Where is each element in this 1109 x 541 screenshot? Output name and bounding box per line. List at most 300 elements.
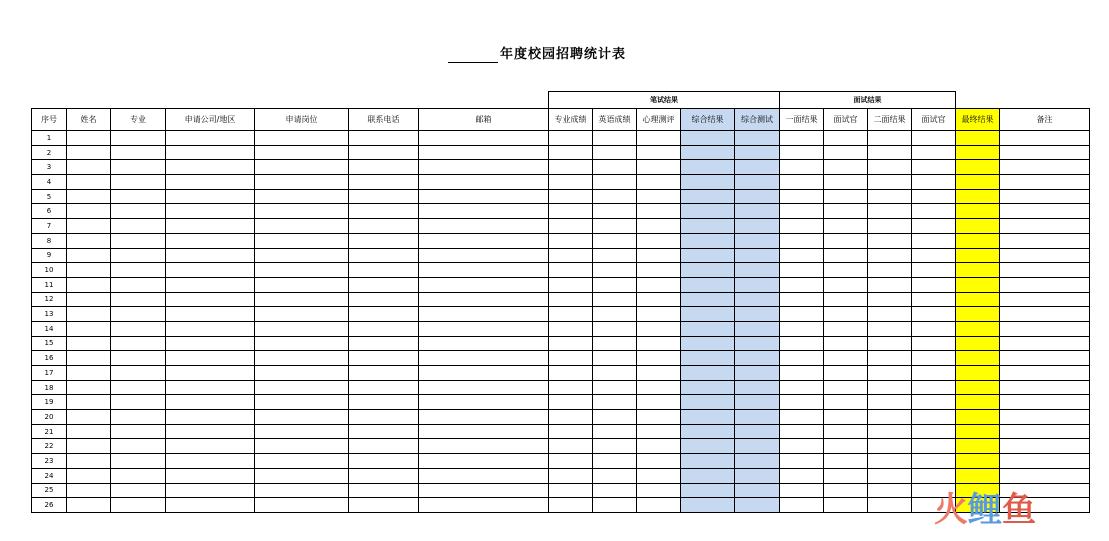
row-number-cell[interactable]: 4 [32, 175, 67, 190]
table-cell[interactable] [681, 439, 735, 454]
table-cell[interactable] [868, 204, 912, 219]
table-cell[interactable] [419, 351, 549, 366]
table-cell[interactable] [681, 454, 735, 469]
table-cell[interactable] [735, 277, 780, 292]
table-cell[interactable] [956, 468, 1000, 483]
table-cell[interactable] [166, 263, 255, 278]
table-cell[interactable] [255, 263, 349, 278]
table-cell[interactable] [593, 439, 637, 454]
table-cell[interactable] [111, 263, 166, 278]
table-cell[interactable] [824, 219, 868, 234]
table-cell[interactable] [735, 439, 780, 454]
table-cell[interactable] [166, 366, 255, 381]
table-cell[interactable] [349, 131, 419, 146]
table-cell[interactable] [868, 410, 912, 425]
table-cell[interactable] [111, 219, 166, 234]
table-cell[interactable] [912, 454, 956, 469]
table-cell[interactable] [67, 366, 111, 381]
row-number-cell[interactable]: 24 [32, 468, 67, 483]
table-cell[interactable] [166, 424, 255, 439]
table-cell[interactable] [681, 336, 735, 351]
table-cell[interactable] [255, 160, 349, 175]
table-cell[interactable] [255, 175, 349, 190]
table-cell[interactable] [255, 483, 349, 498]
table-cell[interactable] [593, 175, 637, 190]
table-cell[interactable] [824, 424, 868, 439]
row-number-cell[interactable]: 5 [32, 189, 67, 204]
table-cell[interactable] [111, 307, 166, 322]
table-cell[interactable] [637, 351, 681, 366]
table-cell[interactable] [166, 380, 255, 395]
table-cell[interactable] [912, 277, 956, 292]
table-cell[interactable] [735, 483, 780, 498]
table-cell[interactable] [912, 424, 956, 439]
table-cell[interactable] [956, 307, 1000, 322]
table-cell[interactable] [593, 395, 637, 410]
column-header[interactable]: 邮箱 [419, 109, 549, 131]
table-cell[interactable] [349, 233, 419, 248]
table-cell[interactable] [111, 336, 166, 351]
table-cell[interactable] [681, 483, 735, 498]
table-cell[interactable] [637, 131, 681, 146]
row-number-cell[interactable]: 20 [32, 410, 67, 425]
table-cell[interactable] [780, 366, 824, 381]
table-cell[interactable] [868, 395, 912, 410]
table-cell[interactable] [824, 321, 868, 336]
table-cell[interactable] [549, 336, 593, 351]
column-header[interactable]: 最终结果 [956, 109, 1000, 131]
column-header[interactable]: 面试官 [824, 109, 868, 131]
table-cell[interactable] [1000, 307, 1090, 322]
row-number-cell[interactable]: 22 [32, 439, 67, 454]
table-cell[interactable] [956, 395, 1000, 410]
table-cell[interactable] [780, 160, 824, 175]
table-cell[interactable] [780, 468, 824, 483]
table-cell[interactable] [419, 131, 549, 146]
table-cell[interactable] [549, 395, 593, 410]
table-cell[interactable] [637, 292, 681, 307]
table-cell[interactable] [868, 483, 912, 498]
table-cell[interactable] [255, 439, 349, 454]
table-cell[interactable] [824, 483, 868, 498]
table-cell[interactable] [549, 292, 593, 307]
table-cell[interactable] [780, 145, 824, 160]
table-cell[interactable] [166, 277, 255, 292]
table-cell[interactable] [67, 204, 111, 219]
table-cell[interactable] [255, 189, 349, 204]
table-cell[interactable] [1000, 410, 1090, 425]
table-cell[interactable] [111, 439, 166, 454]
row-number-cell[interactable]: 7 [32, 219, 67, 234]
table-cell[interactable] [549, 131, 593, 146]
table-cell[interactable] [166, 160, 255, 175]
table-cell[interactable] [111, 204, 166, 219]
table-cell[interactable] [735, 189, 780, 204]
table-cell[interactable] [349, 483, 419, 498]
table-cell[interactable] [637, 395, 681, 410]
table-cell[interactable] [956, 351, 1000, 366]
table-cell[interactable] [912, 189, 956, 204]
table-cell[interactable] [1000, 321, 1090, 336]
row-number-cell[interactable]: 12 [32, 292, 67, 307]
table-cell[interactable] [67, 424, 111, 439]
table-cell[interactable] [349, 351, 419, 366]
table-cell[interactable] [419, 380, 549, 395]
table-cell[interactable] [549, 321, 593, 336]
table-cell[interactable] [824, 410, 868, 425]
table-cell[interactable] [956, 366, 1000, 381]
table-cell[interactable] [681, 189, 735, 204]
table-cell[interactable] [868, 189, 912, 204]
table-cell[interactable] [637, 307, 681, 322]
table-cell[interactable] [349, 454, 419, 469]
table-cell[interactable] [1000, 454, 1090, 469]
table-cell[interactable] [255, 380, 349, 395]
table-cell[interactable] [868, 248, 912, 263]
table-cell[interactable] [868, 160, 912, 175]
table-cell[interactable] [166, 145, 255, 160]
table-cell[interactable] [255, 321, 349, 336]
table-cell[interactable] [255, 204, 349, 219]
table-cell[interactable] [349, 145, 419, 160]
table-cell[interactable] [166, 395, 255, 410]
table-cell[interactable] [1000, 351, 1090, 366]
table-cell[interactable] [637, 336, 681, 351]
row-number-cell[interactable]: 11 [32, 277, 67, 292]
column-header[interactable]: 申请岗位 [255, 109, 349, 131]
interview-group-header[interactable]: 面试结果 [780, 92, 956, 109]
table-cell[interactable] [549, 380, 593, 395]
table-cell[interactable] [349, 277, 419, 292]
table-cell[interactable] [681, 131, 735, 146]
table-cell[interactable] [637, 321, 681, 336]
table-cell[interactable] [549, 424, 593, 439]
table-cell[interactable] [956, 160, 1000, 175]
table-cell[interactable] [593, 483, 637, 498]
row-number-cell[interactable]: 23 [32, 454, 67, 469]
table-cell[interactable] [735, 366, 780, 381]
table-cell[interactable] [824, 248, 868, 263]
table-cell[interactable] [67, 380, 111, 395]
table-cell[interactable] [349, 175, 419, 190]
table-cell[interactable] [593, 468, 637, 483]
table-cell[interactable] [111, 351, 166, 366]
table-cell[interactable] [912, 321, 956, 336]
table-cell[interactable] [111, 468, 166, 483]
table-cell[interactable] [780, 424, 824, 439]
table-cell[interactable] [868, 131, 912, 146]
table-cell[interactable] [549, 351, 593, 366]
table-cell[interactable] [166, 483, 255, 498]
table-cell[interactable] [67, 498, 111, 513]
table-cell[interactable] [349, 189, 419, 204]
table-cell[interactable] [166, 351, 255, 366]
table-cell[interactable] [637, 380, 681, 395]
table-cell[interactable] [912, 131, 956, 146]
table-cell[interactable] [956, 263, 1000, 278]
table-cell[interactable] [912, 380, 956, 395]
row-number-cell[interactable]: 1 [32, 131, 67, 146]
table-cell[interactable] [255, 454, 349, 469]
table-cell[interactable] [593, 219, 637, 234]
table-cell[interactable] [166, 468, 255, 483]
table-cell[interactable] [637, 233, 681, 248]
table-cell[interactable] [166, 292, 255, 307]
table-cell[interactable] [956, 145, 1000, 160]
table-cell[interactable] [111, 189, 166, 204]
table-cell[interactable] [780, 336, 824, 351]
table-cell[interactable] [1000, 204, 1090, 219]
table-cell[interactable] [549, 175, 593, 190]
table-cell[interactable] [549, 189, 593, 204]
table-cell[interactable] [593, 307, 637, 322]
table-cell[interactable] [1000, 277, 1090, 292]
table-cell[interactable] [956, 336, 1000, 351]
table-cell[interactable] [780, 395, 824, 410]
table-cell[interactable] [681, 248, 735, 263]
table-cell[interactable] [255, 307, 349, 322]
column-header[interactable]: 心理测评 [637, 109, 681, 131]
table-cell[interactable] [681, 498, 735, 513]
table-cell[interactable] [1000, 263, 1090, 278]
table-cell[interactable] [780, 498, 824, 513]
table-cell[interactable] [1000, 175, 1090, 190]
table-cell[interactable] [868, 219, 912, 234]
table-cell[interactable] [67, 483, 111, 498]
table-cell[interactable] [166, 410, 255, 425]
table-cell[interactable] [735, 410, 780, 425]
table-cell[interactable] [637, 248, 681, 263]
table-cell[interactable] [824, 307, 868, 322]
table-cell[interactable] [111, 321, 166, 336]
table-cell[interactable] [593, 321, 637, 336]
table-cell[interactable] [255, 131, 349, 146]
table-cell[interactable] [868, 454, 912, 469]
table-cell[interactable] [637, 483, 681, 498]
table-cell[interactable] [111, 292, 166, 307]
table-cell[interactable] [868, 366, 912, 381]
table-cell[interactable] [735, 380, 780, 395]
table-cell[interactable] [419, 263, 549, 278]
table-cell[interactable] [419, 204, 549, 219]
table-cell[interactable] [912, 307, 956, 322]
row-number-cell[interactable]: 6 [32, 204, 67, 219]
column-header[interactable]: 专业成绩 [549, 109, 593, 131]
table-cell[interactable] [637, 277, 681, 292]
table-cell[interactable] [166, 233, 255, 248]
table-cell[interactable] [255, 395, 349, 410]
table-cell[interactable] [593, 336, 637, 351]
table-cell[interactable] [549, 263, 593, 278]
table-cell[interactable] [166, 248, 255, 263]
table-cell[interactable] [824, 468, 868, 483]
table-cell[interactable] [419, 292, 549, 307]
column-header[interactable]: 一面结果 [780, 109, 824, 131]
table-cell[interactable] [549, 277, 593, 292]
table-cell[interactable] [255, 366, 349, 381]
table-cell[interactable] [735, 204, 780, 219]
table-cell[interactable] [166, 204, 255, 219]
table-cell[interactable] [868, 321, 912, 336]
table-cell[interactable] [166, 219, 255, 234]
table-cell[interactable] [255, 292, 349, 307]
table-cell[interactable] [549, 498, 593, 513]
table-cell[interactable] [681, 263, 735, 278]
table-cell[interactable] [419, 248, 549, 263]
table-cell[interactable] [735, 307, 780, 322]
table-cell[interactable] [735, 351, 780, 366]
table-cell[interactable] [166, 439, 255, 454]
table-cell[interactable] [780, 351, 824, 366]
table-cell[interactable] [780, 439, 824, 454]
table-cell[interactable] [349, 219, 419, 234]
table-cell[interactable] [637, 468, 681, 483]
table-cell[interactable] [735, 131, 780, 146]
table-cell[interactable] [824, 175, 868, 190]
table-cell[interactable] [780, 248, 824, 263]
table-cell[interactable] [735, 145, 780, 160]
table-cell[interactable] [681, 380, 735, 395]
table-cell[interactable] [593, 424, 637, 439]
table-cell[interactable] [824, 380, 868, 395]
table-cell[interactable] [824, 204, 868, 219]
row-number-cell[interactable]: 19 [32, 395, 67, 410]
table-cell[interactable] [349, 307, 419, 322]
table-cell[interactable] [349, 380, 419, 395]
table-cell[interactable] [593, 366, 637, 381]
table-cell[interactable] [912, 204, 956, 219]
table-cell[interactable] [637, 454, 681, 469]
table-cell[interactable] [956, 410, 1000, 425]
table-cell[interactable] [549, 410, 593, 425]
table-cell[interactable] [255, 468, 349, 483]
table-cell[interactable] [956, 175, 1000, 190]
table-cell[interactable] [67, 131, 111, 146]
table-cell[interactable] [255, 219, 349, 234]
table-cell[interactable] [1000, 468, 1090, 483]
table-cell[interactable] [824, 439, 868, 454]
column-header[interactable]: 专业 [111, 109, 166, 131]
table-cell[interactable] [166, 498, 255, 513]
table-cell[interactable] [956, 321, 1000, 336]
table-cell[interactable] [681, 175, 735, 190]
table-cell[interactable] [912, 233, 956, 248]
table-cell[interactable] [111, 483, 166, 498]
table-cell[interactable] [166, 307, 255, 322]
table-cell[interactable] [1000, 248, 1090, 263]
table-cell[interactable] [824, 233, 868, 248]
table-cell[interactable] [912, 395, 956, 410]
column-header[interactable]: 综合测试 [735, 109, 780, 131]
table-cell[interactable] [681, 395, 735, 410]
table-cell[interactable] [780, 454, 824, 469]
row-number-cell[interactable]: 16 [32, 351, 67, 366]
table-cell[interactable] [681, 233, 735, 248]
table-cell[interactable] [111, 395, 166, 410]
table-cell[interactable] [735, 454, 780, 469]
table-cell[interactable] [111, 498, 166, 513]
table-cell[interactable] [255, 351, 349, 366]
table-cell[interactable] [681, 307, 735, 322]
table-cell[interactable] [956, 189, 1000, 204]
table-cell[interactable] [166, 321, 255, 336]
table-cell[interactable] [111, 160, 166, 175]
table-cell[interactable] [1000, 380, 1090, 395]
table-cell[interactable] [868, 439, 912, 454]
table-cell[interactable] [67, 277, 111, 292]
table-cell[interactable] [735, 321, 780, 336]
table-cell[interactable] [912, 219, 956, 234]
table-cell[interactable] [780, 233, 824, 248]
table-cell[interactable] [912, 292, 956, 307]
table-cell[interactable] [419, 366, 549, 381]
column-header[interactable]: 英语成绩 [593, 109, 637, 131]
table-cell[interactable] [593, 248, 637, 263]
table-cell[interactable] [912, 439, 956, 454]
table-cell[interactable] [681, 219, 735, 234]
row-number-cell[interactable]: 18 [32, 380, 67, 395]
table-cell[interactable] [419, 160, 549, 175]
table-cell[interactable] [67, 321, 111, 336]
row-number-cell[interactable]: 8 [32, 233, 67, 248]
table-cell[interactable] [593, 145, 637, 160]
row-number-cell[interactable]: 17 [32, 366, 67, 381]
table-cell[interactable] [419, 277, 549, 292]
column-header[interactable]: 申请公司/地区 [166, 109, 255, 131]
table-cell[interactable] [593, 498, 637, 513]
table-cell[interactable] [735, 233, 780, 248]
table-cell[interactable] [549, 204, 593, 219]
table-cell[interactable] [166, 175, 255, 190]
table-cell[interactable] [735, 248, 780, 263]
table-cell[interactable] [637, 204, 681, 219]
table-cell[interactable] [255, 336, 349, 351]
table-cell[interactable] [868, 145, 912, 160]
row-number-cell[interactable]: 21 [32, 424, 67, 439]
table-cell[interactable] [67, 410, 111, 425]
table-cell[interactable] [349, 336, 419, 351]
table-cell[interactable] [912, 263, 956, 278]
table-cell[interactable] [956, 131, 1000, 146]
table-cell[interactable] [67, 219, 111, 234]
table-cell[interactable] [637, 263, 681, 278]
table-cell[interactable] [419, 483, 549, 498]
table-cell[interactable] [67, 439, 111, 454]
table-cell[interactable] [780, 204, 824, 219]
row-number-cell[interactable]: 10 [32, 263, 67, 278]
row-number-cell[interactable]: 13 [32, 307, 67, 322]
table-cell[interactable] [780, 321, 824, 336]
table-cell[interactable] [912, 410, 956, 425]
table-cell[interactable] [956, 454, 1000, 469]
table-cell[interactable] [593, 160, 637, 175]
table-cell[interactable] [912, 468, 956, 483]
table-cell[interactable] [419, 498, 549, 513]
table-cell[interactable] [111, 233, 166, 248]
table-cell[interactable] [956, 292, 1000, 307]
table-cell[interactable] [1000, 189, 1090, 204]
table-cell[interactable] [549, 439, 593, 454]
table-cell[interactable] [868, 380, 912, 395]
table-cell[interactable] [1000, 131, 1090, 146]
table-cell[interactable] [419, 175, 549, 190]
table-cell[interactable] [593, 410, 637, 425]
table-cell[interactable] [349, 160, 419, 175]
table-cell[interactable] [956, 277, 1000, 292]
table-cell[interactable] [419, 145, 549, 160]
table-cell[interactable] [681, 292, 735, 307]
table-cell[interactable] [780, 175, 824, 190]
